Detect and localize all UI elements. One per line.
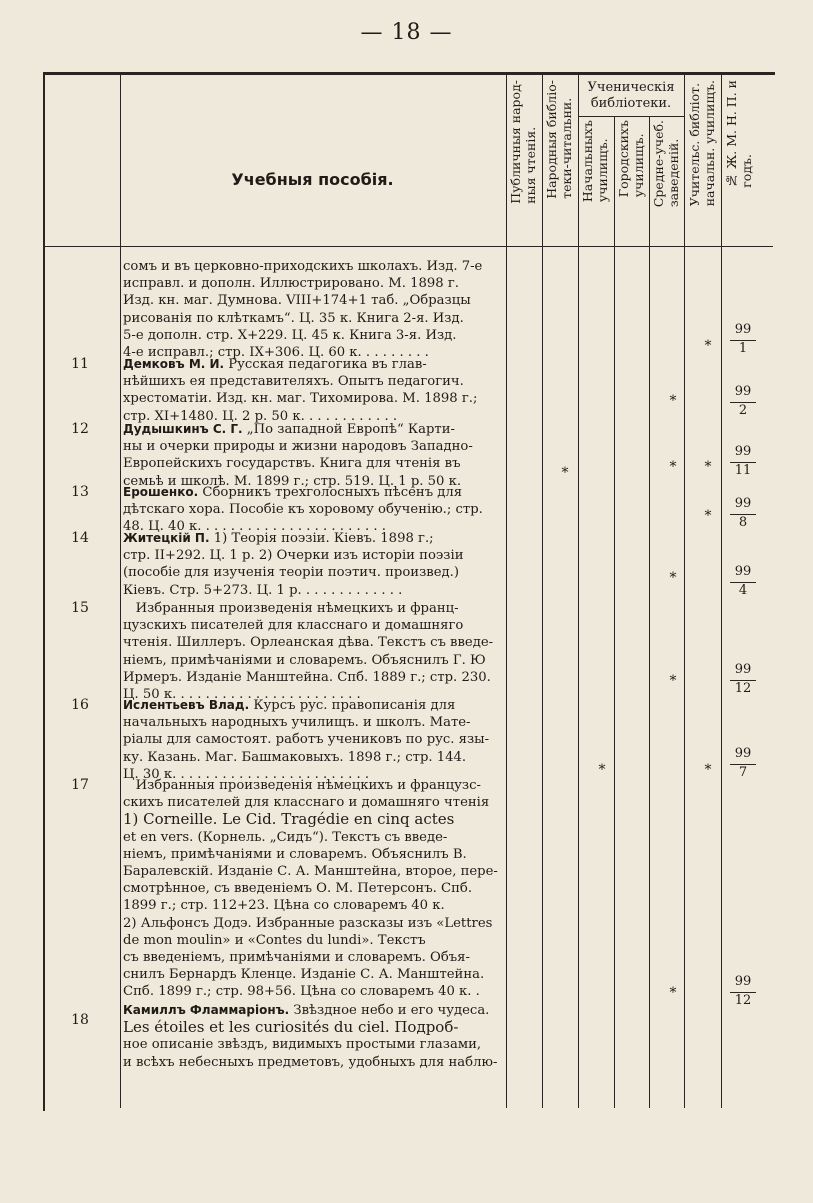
entry-text: цузскихъ писателей для класснаго и домашняго [123,618,464,634]
column-divider [721,75,722,1108]
entry-number: 14 [71,530,89,546]
entry-text: ріалы для самостоят. работъ учениковъ по рус. язы- [123,732,490,748]
mark-asterisk: * [598,762,606,778]
entry-text: (пособіе для изученія теоріи поэтич. произвед.) [123,565,459,581]
journal-ref: 99 12 [730,974,756,1008]
column-header: Публичныя народ- ныя чтенія. [508,80,538,204]
entry-number: 15 [71,600,89,616]
entry-text: хрестоматіи. Изд. кн. маг. Тихомирова. М. 1898 г.; [123,391,478,407]
entry-text: ніемъ, примѣчаніями и словаремъ. Объяснилъ В. [123,846,467,862]
mark-asterisk: * [561,465,569,481]
entry-text: ны и очерки природы и жизни народовъ Западно- [123,439,473,455]
entry-author: Ерошенко. [123,485,199,499]
entry-text: чтенія. Шиллеръ. Орлеанская дѣва. Текстъ съ введе- [123,635,494,651]
entry-text: дѣтскаго хора. Пособіе къ хоровому обученію.; стр. [123,502,483,518]
entry-text: снилъ Бернардъ Кленце. Изданіе С. А. Манштейна. [123,967,485,983]
entry-text: 48. Ц. 40 к. . . . . . . . . . . . . . . . . . . . . . . [123,519,386,535]
column-divider [649,117,650,1108]
column-header: Начальныхъ училищъ. [580,120,610,203]
journal-ref: 99 11 [730,444,756,478]
entry-text: ніемъ, примѣчаніями и словаремъ. Объяснилъ Г. Ю [123,652,486,668]
mark-asterisk: * [704,762,712,778]
entry-text: смотрѣнное, съ введеніемъ О. М. Петерсонъ. Спб. [123,881,473,897]
entry-text: Ирмеръ. Изданіе Манштейна. Спб. 1889 г.; стр. 230. [123,669,491,685]
column-divider [578,75,579,1108]
column-divider [684,75,685,1108]
column-header: Учительс. библіот. начальн. училищъ. [687,80,717,207]
entry-text: стр. XI+1480. Ц. 2 р. 50 к. . . . . . . . . . . . [123,408,398,424]
entry-text: ное описаніе звѣздъ, видимыхъ простыми глазами, [123,1037,482,1053]
entry-text: Избранныя произведенія нѣмецкихъ и франц- [123,601,459,616]
table-row [123,258,507,361]
entry-text: рисованія по клѣткамъ“. Ц. 35 к. Книга 2-я. Изд. [123,310,464,326]
journal-ref: 99 4 [730,564,756,598]
column-header: № Ж. М. Н. П. и годъ. [724,80,754,188]
entry-text: Изд. кн. маг. Думнова. VIII+174+1 таб. „Образцы [123,293,471,309]
group-rule [578,116,684,117]
column-header: Народныя библіо- теки-читальни. [544,80,574,199]
entry-text: Баралевскій. Изданіе С. А. Манштейна, второе, пере- [123,864,498,880]
mark-asterisk: * [669,985,677,1001]
entry-text: Кіевъ. Стр. 5+273. Ц. 1 р. . . . . . . . . . . . . [123,582,403,598]
journal-ref: 99 8 [730,496,756,530]
entry-text: Ц. 50 к. . . . . . . . . . . . . . . . . . . . . . . [123,687,361,703]
entry-text: 1) Теорія поэзіи. Кіевъ. 1898 г.; [209,531,434,546]
table-row [123,421,507,490]
journal-ref: 99 12 [730,662,756,696]
entry-text: 5-е дополн. стр. X+229. Ц. 45 к. Книга 3-я. Изд. [123,327,457,343]
page-number: — 18 — [360,20,453,45]
mark-asterisk: * [704,459,712,475]
entry-text: 1899 г.; стр. 112+23. Цѣна со словаремъ 40 к. [123,898,445,914]
entry-author: Демковъ М. И. [123,357,225,371]
entry-text: начальныхъ народныхъ училищъ. и школъ. Мате- [123,715,471,731]
entry-text: сомъ и въ церковно-приходскихъ школахъ. Изд. 7-е [123,259,483,274]
entry-number: 17 [71,777,89,793]
table-row [123,1002,507,1071]
entry-number: 12 [71,421,89,437]
entry-number: 13 [71,484,89,500]
entry-text: Les étoiles et les curiosités du ciel. Подроб- [123,1019,459,1037]
table-row [123,777,507,1001]
entry-text: Спб. 1899 г.; стр. 98+56. Цѣна со словаремъ 40 к. . [123,984,480,1000]
section-title: Учебныя пособія. [231,170,394,189]
entry-text: семьѣ и школѣ. М. 1899 г.; стр. 519. Ц. 1 р. 50 к. [123,473,462,489]
entry-author: Камиллъ Фламмаріонъ. [123,1003,290,1017]
entry-text: Избранныя произведенія нѣмецкихъ и французс- [123,778,481,793]
entry-text: Русская педагогика въ глав- [224,357,427,372]
journal-ref: 99 1 [730,322,756,356]
column-divider [120,75,121,1108]
entry-text: 4-е исправл.; стр. IX+306. Ц. 60 к. . . . . . . . . [123,345,429,361]
table-row [123,697,507,783]
entry-text: Звѣздное небо и его чудеса. [289,1003,490,1018]
entry-text: et en vers. (Корнель. „Сидъ“). Текстъ съ введе- [123,829,448,845]
column-divider [614,117,615,1108]
entry-author: Житецкій П. [123,531,210,545]
entry-text: стр. II+292. Ц. 1 р. 2) Очерки изъ исторіи поэзіи [123,548,464,564]
header-rule [43,246,773,247]
mark-asterisk: * [704,338,712,354]
journal-ref: 99 2 [730,384,756,418]
table-row [123,484,507,536]
entry-text: скихъ писателей для класснаго и домашняго чтенія [123,795,490,811]
table-row [123,600,507,703]
entry-text: Ц. 30 к. . . . . . . . . . . . . . . . . . . . . . . . [123,766,370,782]
entry-text: de mon moulin» и «Contes du lundi». Текстъ [123,932,426,948]
entry-text: исправл. и дополн. Иллюстрировано. М. 1898 г. [123,276,459,292]
entry-text: Сборникъ трехголосныхъ пѣсенъ для [198,485,463,500]
mark-asterisk: * [669,459,677,475]
mark-asterisk: * [669,393,677,409]
entry-author: Ислентьевъ Влад. [123,698,250,712]
entry-text: Европейскихъ государствъ. Книга для чтенія въ [123,456,461,472]
entry-number: 11 [71,356,89,372]
entry-text: ку. Казань. Маг. Башмаковыхъ. 1898 г.; стр. 144. [123,749,467,765]
entry-author: Дудышкинъ С. Г. [123,422,243,436]
mark-asterisk: * [669,570,677,586]
table-row [123,356,507,425]
entry-text: Курсъ рус. правописанія для [249,698,456,713]
entry-text: съ введеніемъ, примѣчаніями и словаремъ. Объя- [123,950,470,966]
journal-ref: 99 7 [730,746,756,780]
group-label: Ученическія библіотеки. [587,80,675,111]
entry-text: нѣйшихъ ея представителяхъ. Опытъ педагогич. [123,374,464,390]
entry-text: 2) Альфонсъ Додэ. Избранные разсказы изъ «Lettres [123,915,493,931]
entry-text: „По западной Европѣ“ Карти- [242,422,455,437]
mark-asterisk: * [669,673,677,689]
entry-number: 18 [71,1012,89,1028]
column-header: Городскихъ училищъ. [616,120,646,198]
column-header: Средне-учеб. заведеній. [651,120,681,208]
table-row [123,530,507,599]
entry-number: 16 [71,697,89,713]
mark-asterisk: * [704,508,712,524]
column-divider [542,75,543,1108]
entry-text: 1) Corneille. Le Cid. Tragédie en cinq actes [123,811,455,829]
entry-text: и всѣхъ небесныхъ предметовъ, удобныхъ для наблю- [123,1054,498,1070]
